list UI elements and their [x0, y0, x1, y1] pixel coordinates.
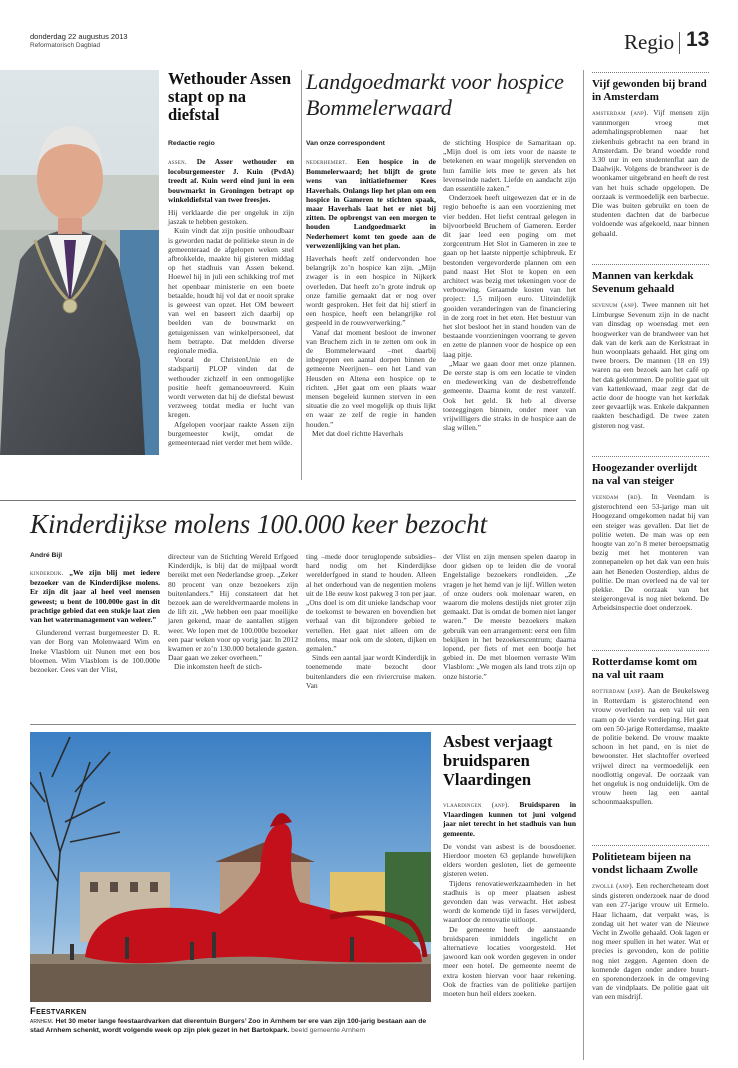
molens-lead: „We zijn blij met iedere bezoeker van de Kinderdijkse molens. Er zijn dit jaar al heel veel mensen geweest; u bent de 100.000e gast in dit prachtige gebied dat een stukje laat zien van het watermanagement van weleer.”	[30, 568, 160, 625]
asbest-headline: Asbest verjaagt bruidsparen Vlaardingen	[443, 732, 553, 789]
sidebar-dateline: rotterdam (anp).	[592, 687, 646, 695]
hospice-paragraph: Onderzoek heeft uitgewezen dat er in de regio behoefte is aan een voorziening met vier bedden. Het liefst centraal gelegen in bijvoorbeeld Bruchem of Gameren. Eerder dit jaar leed een poging om met zorgcentrum Het Slot in Gameren in zee te gaan op het laatste nippertje schipbreuk. Er bestonden vergevorderde plannen om een pand naast Het Slot te kopen en een architect was bezig met tekeningen voor de verbouwing. Geraamde kosten van het project: 1,5 miljoen euro. Uiteindelijk gooiden veranderingen van de financiering in de zorg roet in het eten. Het bestuur van het slot besloot het in stand houden van de bestaande voorzieningen voorrang te geven en zette de plannen voor de hospice op een laag pitje.	[443, 193, 576, 359]
molens-col1	[30, 568, 160, 674]
wethouder-paragraph: Vooral de ChristenUnie en de stadspartij PLOP vinden dat de wethouder zichzelf in een onmogelijke positie heeft gemanoeuvreerd. Kuin wordt verweten dat hij de diefstal bewust verzweeg totdat media er lucht van kregen.	[168, 355, 294, 420]
wethouder-byline: Redactie regio	[168, 140, 215, 147]
hospice-col2	[443, 138, 576, 433]
hospice-col1	[306, 157, 436, 438]
hospice-byline: Van onze correspondent	[306, 140, 385, 147]
header-date: donderdag 22 augustus 2013	[30, 32, 128, 41]
wethouder-paragraph: Kuin vindt dat zijn positie onhoudbaar is geworden nadat de politieke steun in de gemeenteraad de afgelopen weken snel afbrokkelde, maakte hij gisteren middag op het stadhuis van Assen bekend. Hoewel hij in juli een schikking trof met het openbaar ministerie en een boete betaalde, houdt hij vol dat er nooit sprake is geweest van opzet. Het OM beweert van wel en baseert zich daarbij op beelden van de bouwmarkt en getuigenissen van winkelpersoneel, dat hem betrapte. Dat meldden diverse regionale media.	[168, 226, 295, 356]
molens-col2	[168, 552, 298, 672]
asbest-lead: Bruidsparen in Vlaardingen kunnen tot juni volgend jaar niet terecht in het stadhuis van hun gemeente.	[443, 800, 577, 838]
molens-paragraph: Die inkomsten heeft de stich-	[174, 662, 263, 672]
molens-paragraph: directeur van de Stichting Wereld Erfgoed Kinderdijk, is blij dat de mijlpaal wordt bereikt met een Nederlandse groep. „Zeker 80 procent van onze bezoekers zijn buitenlanders.” Hij constateert dat het bezoek aan de wereldvermaarde molens in de lift zit. „We hebben een paar moeilijke jaren gekend, maar de aantallen stijgen weer. We lopen met de 100.000e bezoeker een paar weken voor op vorig jaar. In 2012 kwamen er zo’n 130.000 betalende gasten. Daar gaan we zeker overheen.”	[168, 552, 298, 663]
sidebar-divider	[592, 264, 709, 265]
section-title: Regio	[624, 30, 675, 54]
sidebar-text: Een rechercheteam doet sinds gisteren onderzoek naar de dood van een 27-jarige vrouw uit Ermelo. Haar lichaam, dat verpakt was, is zondag uit het water van de Nieuwe Vecht in Zwolle gehaald. Ook lagen er nog meer spullen in het water. Wat er precies is gevonden, kon de politie nog niet zeggen. Agenten doen de komende dagen onder andere buurt- en sporenonderzoek in de omgeving van de vindplaats. De politie gaat uit van een misdrijf.	[592, 881, 710, 1002]
sidebar-text: Twee mannen uit het Limburgse Sevenum zijn in de nacht van dinsdag op woensdag met een hoogwerker van de brandweer van het dak van de kerk aan de Kerkstraat in hun woonplaats gehaald. Het ging om twee broers. De mannen (18 en 19) waren na een bezoek aan het café op het dak geklommen. De politie gaat uit van kattenkwaad, maar zegt dat de actie door de hoogte van het kerkdak zeer gevaarlijk was. Enkele dakpannen raakten beschadigd. De twee zaten gisteren nog vast.	[592, 300, 709, 430]
asbest-paragraph: De vondst van asbest is de boosdoener. Hierdoor moeten 63 geplande huwelijken elders worden gesloten, liet de gemeente gisteren weten.	[443, 841, 576, 879]
caption-text: Het 30 meter lange feestaardvarken dat dierentuin Burgers’ Zoo in Arnhem ter ere van zijn 100-jarig bestaan aan de stad Arnhem schenkt, wordt volgende week op zijn plek gezet in het Bartokpark.	[30, 1018, 427, 1034]
sidebar-text: Vijf mensen zijn vannmorgen vroeg met ademhalingsproblemen naar het ziekenhuis gebracht na een brand in Amsterdam. De brand woedde rond 3.30 uur in een studentenflat aan de Daalwijk. Volgens de brandweer is de woonkamer uitgebrand en heeft de rest van het huis schade opgelopen. De oorzaak is vermoedelijk een barbecue. Die was buiten gebruikt en toen de studenten dachten dat de barbecue voldoende was afgekoeld, naar binnen gehaald.	[592, 108, 709, 238]
hospice-paragraph: de stichting Hospice de Samaritaan op. „Mijn doel is om iets voor de naaste te betekenen en waar mogelijk stervenden en hun familie iets mee te geven als het levenseinde nadert. Liefde en aandacht zijn dan essentiële zaken.”	[443, 138, 576, 194]
asbest-paragraph: Tijdens renovatiewerkzaamheden in het stadhuis is op meer plaatsen asbest gevonden dan was verwacht. Het asbest wordt de komende tijd in fases verwijderd, waardoor de renovatie uitloopt.	[443, 878, 576, 925]
molens-paragraph: der Vlist en zijn mensen spelen daarop in door gidsen op te leiden die de vooral Engelstalige bezoekers rondleiden. „Ze vragen je het hemd van je lijf. Willen weten of onze ouders ook molenaar waren, en waarom die molens destijds niet groter zijn gemaakt. Dat is omdat de bomen niet langer waren.” De meeste bezoekers maken gebruik van een arrangement: eerst een film bekijken in het bezoekerscentrum; daarna lopend, per fiets of met een bootje het gebied in. De met bloemen verraste Wim Vlasblom: „We mogen als land trots zijn op onze historie.”	[443, 552, 576, 681]
molens-byline: André Bijl	[30, 552, 63, 559]
hospice-dateline: nederhemert.	[306, 158, 348, 166]
wethouder-paragraph: Hij verklaarde die per ongeluk in zijn jaszak te hebben gestoken.	[168, 208, 294, 227]
sidebar-rule	[583, 70, 584, 1060]
sidebar-item	[592, 686, 709, 807]
wethouder-dateline: assen.	[168, 158, 187, 166]
sidebar-item	[592, 108, 709, 238]
molens-dateline: kinderdijk.	[30, 569, 64, 577]
molens-col3	[306, 552, 436, 690]
page-number: 13	[686, 28, 710, 51]
asbest-paragraph: De gemeente heeft de aanstaande bruidsparen inmiddels ingelicht en alternatieve locaties voorgesteld. Het jawoord kan ook worden gegeven in onder meer een hotel. De gemeente neemt de extra kosten hiervan voor haar rekening. Ook de fracties van de politieke partijen moeten hun heil elders zoeken.	[443, 924, 576, 999]
wethouder-lead: De Asser wethouder en locoburgemeester J. Kuin (PvdA) treedt af. Kuin werd eind juni in een bouwmarkt in Groningen betrapt op winkeldiefstal van twee freesjes.	[168, 157, 294, 204]
molens-headline: Kinderdijkse molens 100.000 keer bezocht	[30, 509, 488, 539]
header-divider	[679, 32, 680, 54]
molens-col4	[443, 552, 576, 681]
column-rule	[301, 70, 302, 480]
sidebar-item	[592, 300, 709, 430]
sidebar-item	[592, 881, 709, 1002]
sidebar-headline: Politieteam bijeen na vondst lichaam Zwolle	[592, 851, 698, 876]
sidebar-headline: Vijf gewonden bij brand in Amsterdam	[592, 78, 707, 103]
wethouder-body	[168, 157, 294, 447]
sidebar-divider	[592, 845, 709, 846]
sidebar-dateline: veendam (rd).	[592, 493, 643, 501]
asbest-body	[443, 800, 576, 998]
sidebar-headline: Hoogezander overlijdt na val van steiger	[592, 462, 698, 487]
sidebar-headline: Mannen van kerkdak Sevenum gehaald	[592, 270, 694, 295]
molens-paragraph: ting –mede door teruglopende subsidies– hard nodig om het Kinderdijkse werelderfgoed in stand te houden. Alleen al het onderhoud van de negentien molens uit de 18e eeuw kost pakweg 3 ton per jaar. „Ons doel is om dit unieke landschap voor de toekomst te bewaren en bovendien het verhaal van dit bijzondere gebied te vertellen. Het gaat niet alleen om de molens, maar ook om de sloten, dijken en gemalen.”	[306, 552, 436, 654]
asbest-dateline: vlaardingen (anp).	[443, 801, 510, 809]
hospice-paragraph: Met dat doel richtte Haverhals	[312, 428, 404, 438]
sidebar-divider	[592, 456, 709, 457]
sidebar-divider	[592, 72, 709, 73]
feestvarken-photo	[30, 732, 431, 1002]
wethouder-headline: Wethouder Assen stapt op na diefstal	[168, 69, 292, 124]
sidebar-dateline: sevenum (anp).	[592, 301, 639, 309]
photo-credit: beeld gemeente Arnhem	[291, 1026, 366, 1034]
section-rule	[30, 724, 576, 725]
wethouder-paragraph: Afgelopen voorjaar raakte Assen zijn burgemeester kwijt, omdat de gemeenteraad niet verder met hem wilde.	[168, 419, 294, 448]
sidebar-divider	[592, 650, 709, 651]
sidebar-dateline: zwolle (anp).	[592, 882, 634, 890]
sidebar-text: Aan de Beukelsweg in Rotterdam is gisterochtend een vrouw overleden na een val uit een raam op de vierde verdieping. Het gaat om een 50-jarige Rotterdamse, maakte de politie bekend. De vrouw maakte schoon in het pand, en is niet de bewoonster. Het slachtoffer overleed vrijwel direct na vermoedelijk een noodlottig ongeval. De oorzaak van het ongeluk is nog onduidelijk. Om de vrouw heen lag een aantal schoonmaakspullen.	[592, 686, 709, 807]
hospice-lead: Een hospice in de Bommelerwaard; het blijft de grote wens van initiatiefnemer Kees Haverhals. Onlangs liep het plan om een hospice in Gameren te stichten spaak, maar Haverhals laat het er niet bij zitten. De opbrengst van een morgen te houden Landgoedmarkt in Nederhemert komt ten goede aan de verwezenlijking van het plan.	[306, 157, 437, 250]
hospice-paragraph: Vanaf dat moment besloot de inwoner van Bruchem zich in te zetten om ook in de Bommelerwaard –met daarbij inbegrepen een aantal dorpen binnen de gemeente Neerijnen– een het Land van Heusden en Altena een hospice op te richten. „Het gaat om een plaats waar mensen begeleid kunnen sterven in een situatie die zo veel mogelijk op thuis lijkt en waar ze zelf de regie in handen houden.”	[306, 327, 436, 429]
hospice-headline: Landgoedmarkt voor hospice Bommelerwaard	[306, 69, 564, 120]
portrait-photo	[0, 70, 159, 455]
hospice-paragraph: „Maar we gaan door met onze plannen. De eerste stap is om een locatie te vinden en medewerking van de desbetreffende gemeente. Daarna komt de rest vanzelf. Ook het geld. Ik heb al diverse toezeggingen binnen, onder meer van vrijwilligers die straks in de hospice aan de slag willen.”	[443, 358, 576, 433]
photo-caption	[30, 1006, 431, 1035]
molens-paragraph: Glunderend verrast burgemeester D. R. van der Borg van Molenwaard Wim en Ineke Vlasblom uit Nunen met een bos bloemen. Wim Vlasblom is de 100.000e bezoeker. Cees van der Vlist,	[30, 628, 160, 675]
sidebar-item	[592, 492, 709, 613]
caption-place: arnhem.	[30, 1018, 54, 1025]
hospice-paragraph: Haverhals heeft zelf ondervonden hoe belangrijk zo’n hospice kan zijn. „Mijn zwager is in een hospice in Nijkerk overleden. Dat heeft zo’n grote indruk op onze familie gemaakt dat er nog over wordt gesproken. Het feit dat hij stierf in een hospice, heeft een belangrijke rol gespeeld in de rouwverwerking.”	[306, 254, 436, 328]
sidebar-text: In Veendam is gisterochtend een 53-jarige man uit Hoogezand omgekomen nadat hij van een steiger was gevallen. Dat liet de politie weten. De man was op een hoogte van zo’n 8 meter beroepsmatig bezig met het monteren van zonnepanelen op het dak van een huis aan het Beneden Oosterdiep, aldus de politie. De man overleed na de val ter plekke. De oorzaak van het steigerongeval is nog niet bekend. De Arbeidsinspectie doet onderzoek.	[592, 492, 709, 613]
molens-paragraph: Sinds een aantal jaar wordt Kinderdijk in toenemende mate bezocht door buitenlanders die een riviercruise maken. Van	[306, 653, 436, 690]
sidebar-dateline: amsterdam (anp).	[592, 109, 649, 117]
sidebar-headline: Rotterdamse komt om na val uit raam	[592, 656, 698, 681]
header-paper: Reformatorisch Dagblad	[30, 42, 101, 49]
section-rule	[0, 500, 576, 501]
caption-title: Feestvarken	[30, 1006, 87, 1017]
